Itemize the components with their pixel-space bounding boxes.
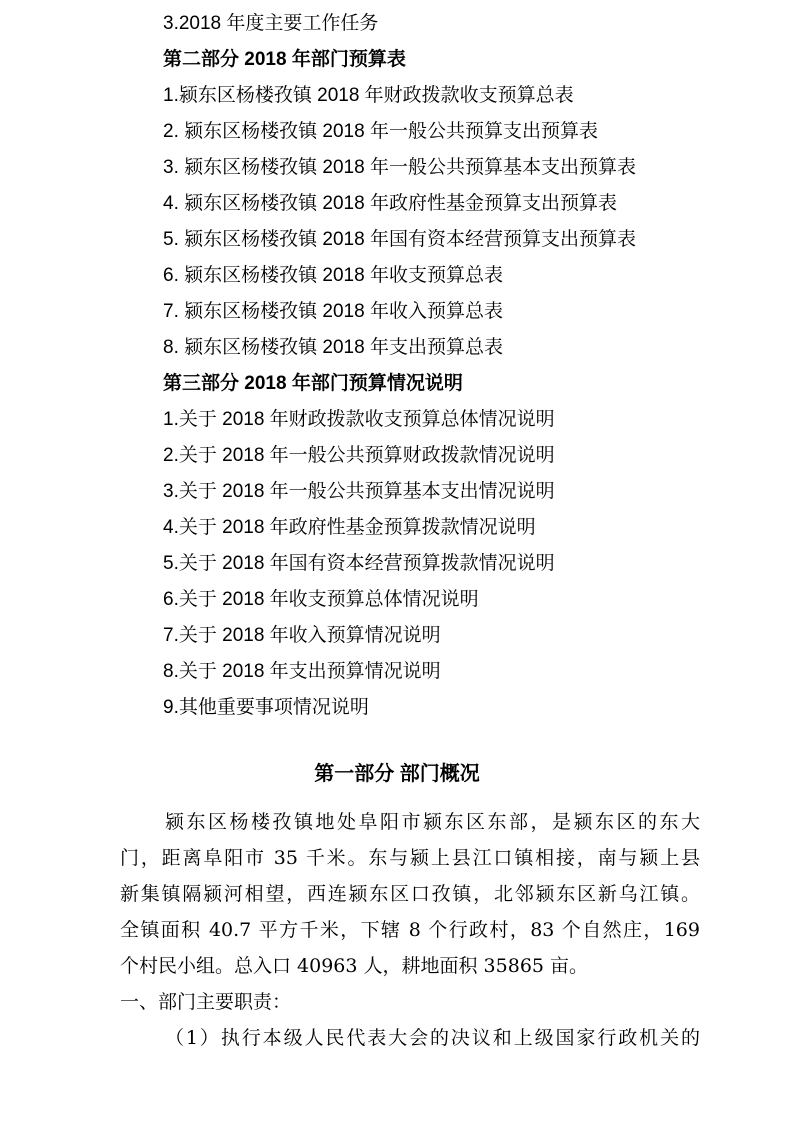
toc-item: 3.关于 2018 年一般公共预算基本支出情况说明 [163, 481, 555, 502]
duties-heading: 一、部门主要职责： [120, 991, 292, 1013]
duty-item: （1）执行本级人民代表大会的决议和上级国家行政机关的 [165, 1027, 700, 1049]
toc-item: 2.关于 2018 年一般公共预算财政拨款情况说明 [163, 445, 555, 466]
overview-line: 门，距离阜阳市 35 千米。东与颍上县江口镇相接，南与颍上县 [120, 847, 700, 869]
toc-item: 1.颍东区杨楼孜镇 2018 年财政拨款收支预算总表 [163, 85, 574, 106]
toc-item: 8. 颍东区杨楼孜镇 2018 年支出预算总表 [163, 337, 503, 358]
toc-item: 6.关于 2018 年收支预算总体情况说明 [163, 589, 479, 610]
overview-line: 颍东区杨楼孜镇地处阜阳市颍东区东部，是颍东区的东大 [165, 811, 700, 833]
overview-line: 全镇面积 40.7 平方千米，下辖 8 个行政村，83 个自然庄，169 [120, 919, 700, 941]
toc-part-heading: 第三部分 2018 年部门预算情况说明 [163, 373, 463, 394]
overview-body [120, 804, 700, 1056]
overview-line: 新集镇隔颍河相望，西连颍东区口孜镇，北邻颍东区新乌江镇。 [120, 883, 700, 905]
toc-item: 6. 颍东区杨楼孜镇 2018 年收支预算总表 [163, 265, 503, 286]
toc-item: 5. 颍东区杨楼孜镇 2018 年国有资本经营预算支出预算表 [163, 229, 636, 250]
toc-item: 3.2018 年度主要工作任务 [163, 13, 379, 34]
toc-part-heading: 第二部分 2018 年部门预算表 [163, 49, 406, 70]
toc-item: 1.关于 2018 年财政拨款收支预算总体情况说明 [163, 409, 555, 430]
toc-item: 8.关于 2018 年支出预算情况说明 [163, 661, 441, 682]
overview-line: 个村民小组。总入口 40963 人，耕地面积 35865 亩。 [120, 955, 589, 977]
section-title: 第一部分 部门概况 [314, 763, 480, 785]
toc-item: 2. 颍东区杨楼孜镇 2018 年一般公共预算支出预算表 [163, 121, 598, 142]
toc-item: 4.关于 2018 年政府性基金预算拨款情况说明 [163, 517, 536, 538]
toc-item: 7. 颍东区杨楼孜镇 2018 年收入预算总表 [163, 301, 503, 322]
toc-item: 9.其他重要事项情况说明 [163, 697, 369, 718]
toc-item: 4. 颍东区杨楼孜镇 2018 年政府性基金预算支出预算表 [163, 193, 617, 214]
toc-item: 5.关于 2018 年国有资本经营预算拨款情况说明 [163, 553, 555, 574]
toc-item: 3. 颍东区杨楼孜镇 2018 年一般公共预算基本支出预算表 [163, 157, 636, 178]
toc-item: 7.关于 2018 年收入预算情况说明 [163, 625, 441, 646]
table-of-contents [163, 6, 763, 726]
